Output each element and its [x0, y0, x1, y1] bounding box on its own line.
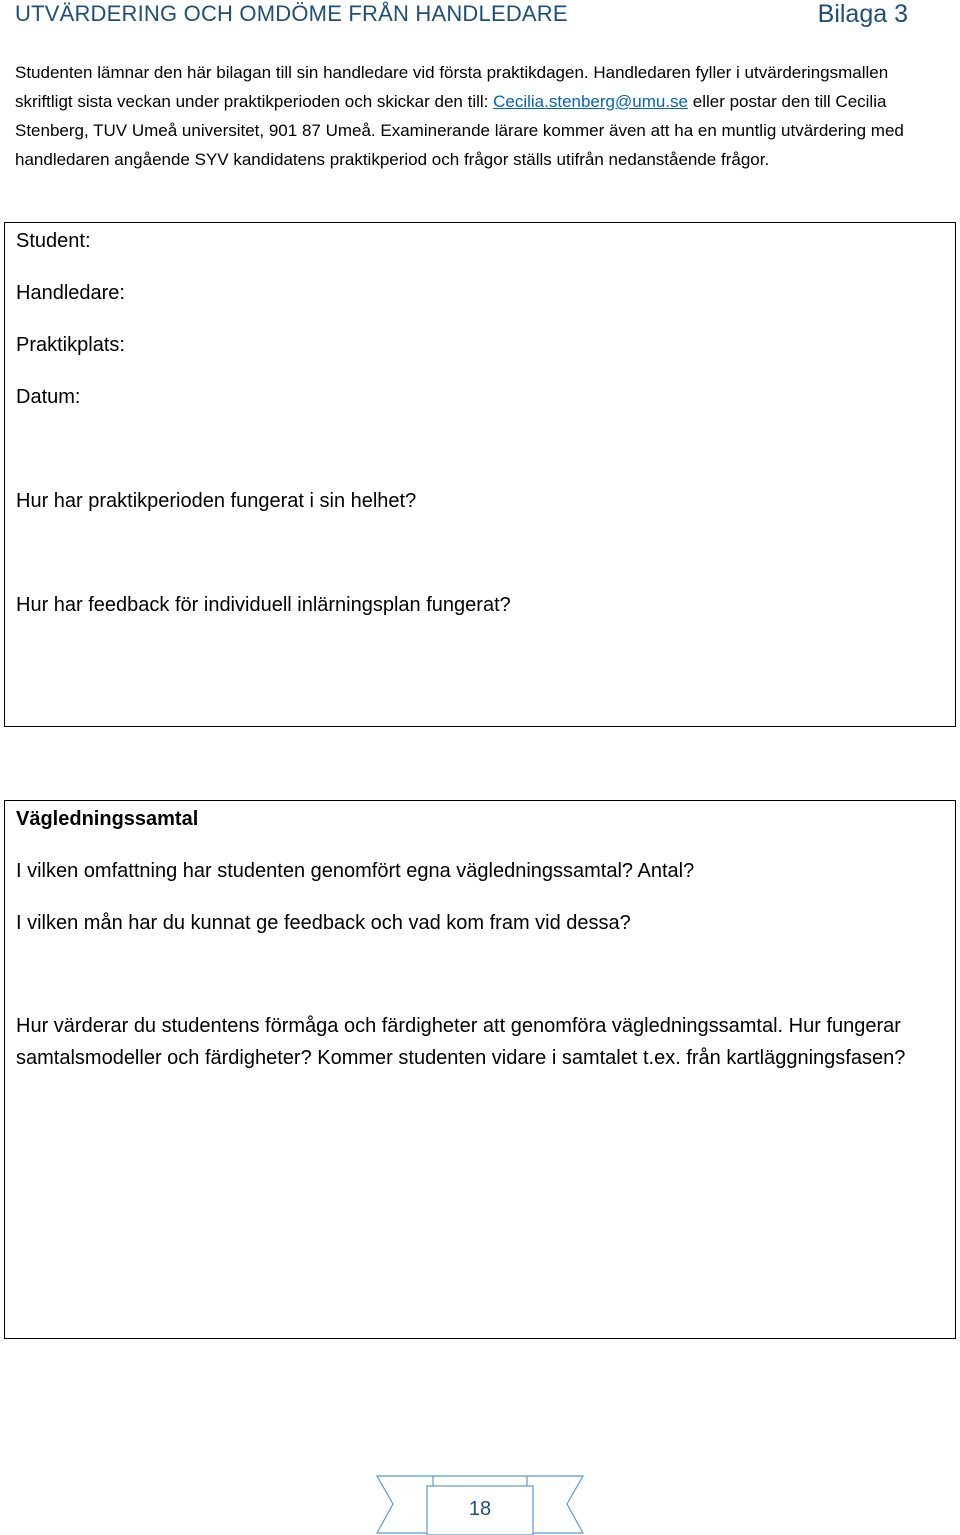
guidance-box [4, 800, 956, 1339]
question-session-feedback: I vilken mån har du kunnat ge feedback och vad kom fram vid dessa? [16, 912, 631, 934]
email-link[interactable]: Cecilia.stenberg@umu.se [493, 92, 689, 111]
question-feedback-plan: Hur har feedback för individuell inlärningsplan fungerat? [16, 594, 511, 616]
student-label: Student: [16, 230, 91, 252]
page-number: 18 [468, 1498, 492, 1520]
question-guidance-ability: Hur värderar du studentens förmåga och färdigheter att genomföra vägledningssamtal. Hur fungerar samtalsmodeller och färdigheter? Kommer studenten vidare i samtalet t.ex. från kartläggningsfasen? [16, 1015, 906, 1069]
appendix-label: Bilaga 3 [817, 0, 908, 28]
intro-text-address: eller postar den till Cecilia Stenberg, TUV Umeå universitet, 901 87 Umeå. [15, 92, 887, 140]
question-overall: Hur har praktikperioden fungerat i sin helhet? [16, 490, 417, 512]
evaluation-form-box [4, 222, 956, 727]
guidance-heading: Vägledningssamtal [16, 808, 199, 830]
document-title: UTVÄRDERING OCH OMDÖME FRÅN HANDLEDARE [15, 1, 568, 26]
date-label: Datum: [16, 386, 81, 408]
question-session-count: I vilken omfattning har studenten genomfört egna vägledningssamtal? Antal? [16, 860, 695, 882]
placement-label: Praktikplats: [16, 334, 125, 356]
intro-text-start: Studenten lämnar den här bilagan till sin handledare vid första praktikdagen. Handledaren fyller i utvärderingsmallen skriftligt sista veckan under praktikperioden och skickar den till: [15, 63, 889, 111]
intro-paragraph [15, 58, 940, 174]
supervisor-label: Handledare: [16, 282, 125, 304]
page-number-banner [375, 1474, 585, 1535]
intro-text-end: Examinerande lärare kommer även att ha en muntlig utvärdering med handledaren angående SYV kandidatens praktikperiod och frågor ställs utifrån nedanstående frågor. [15, 121, 904, 169]
